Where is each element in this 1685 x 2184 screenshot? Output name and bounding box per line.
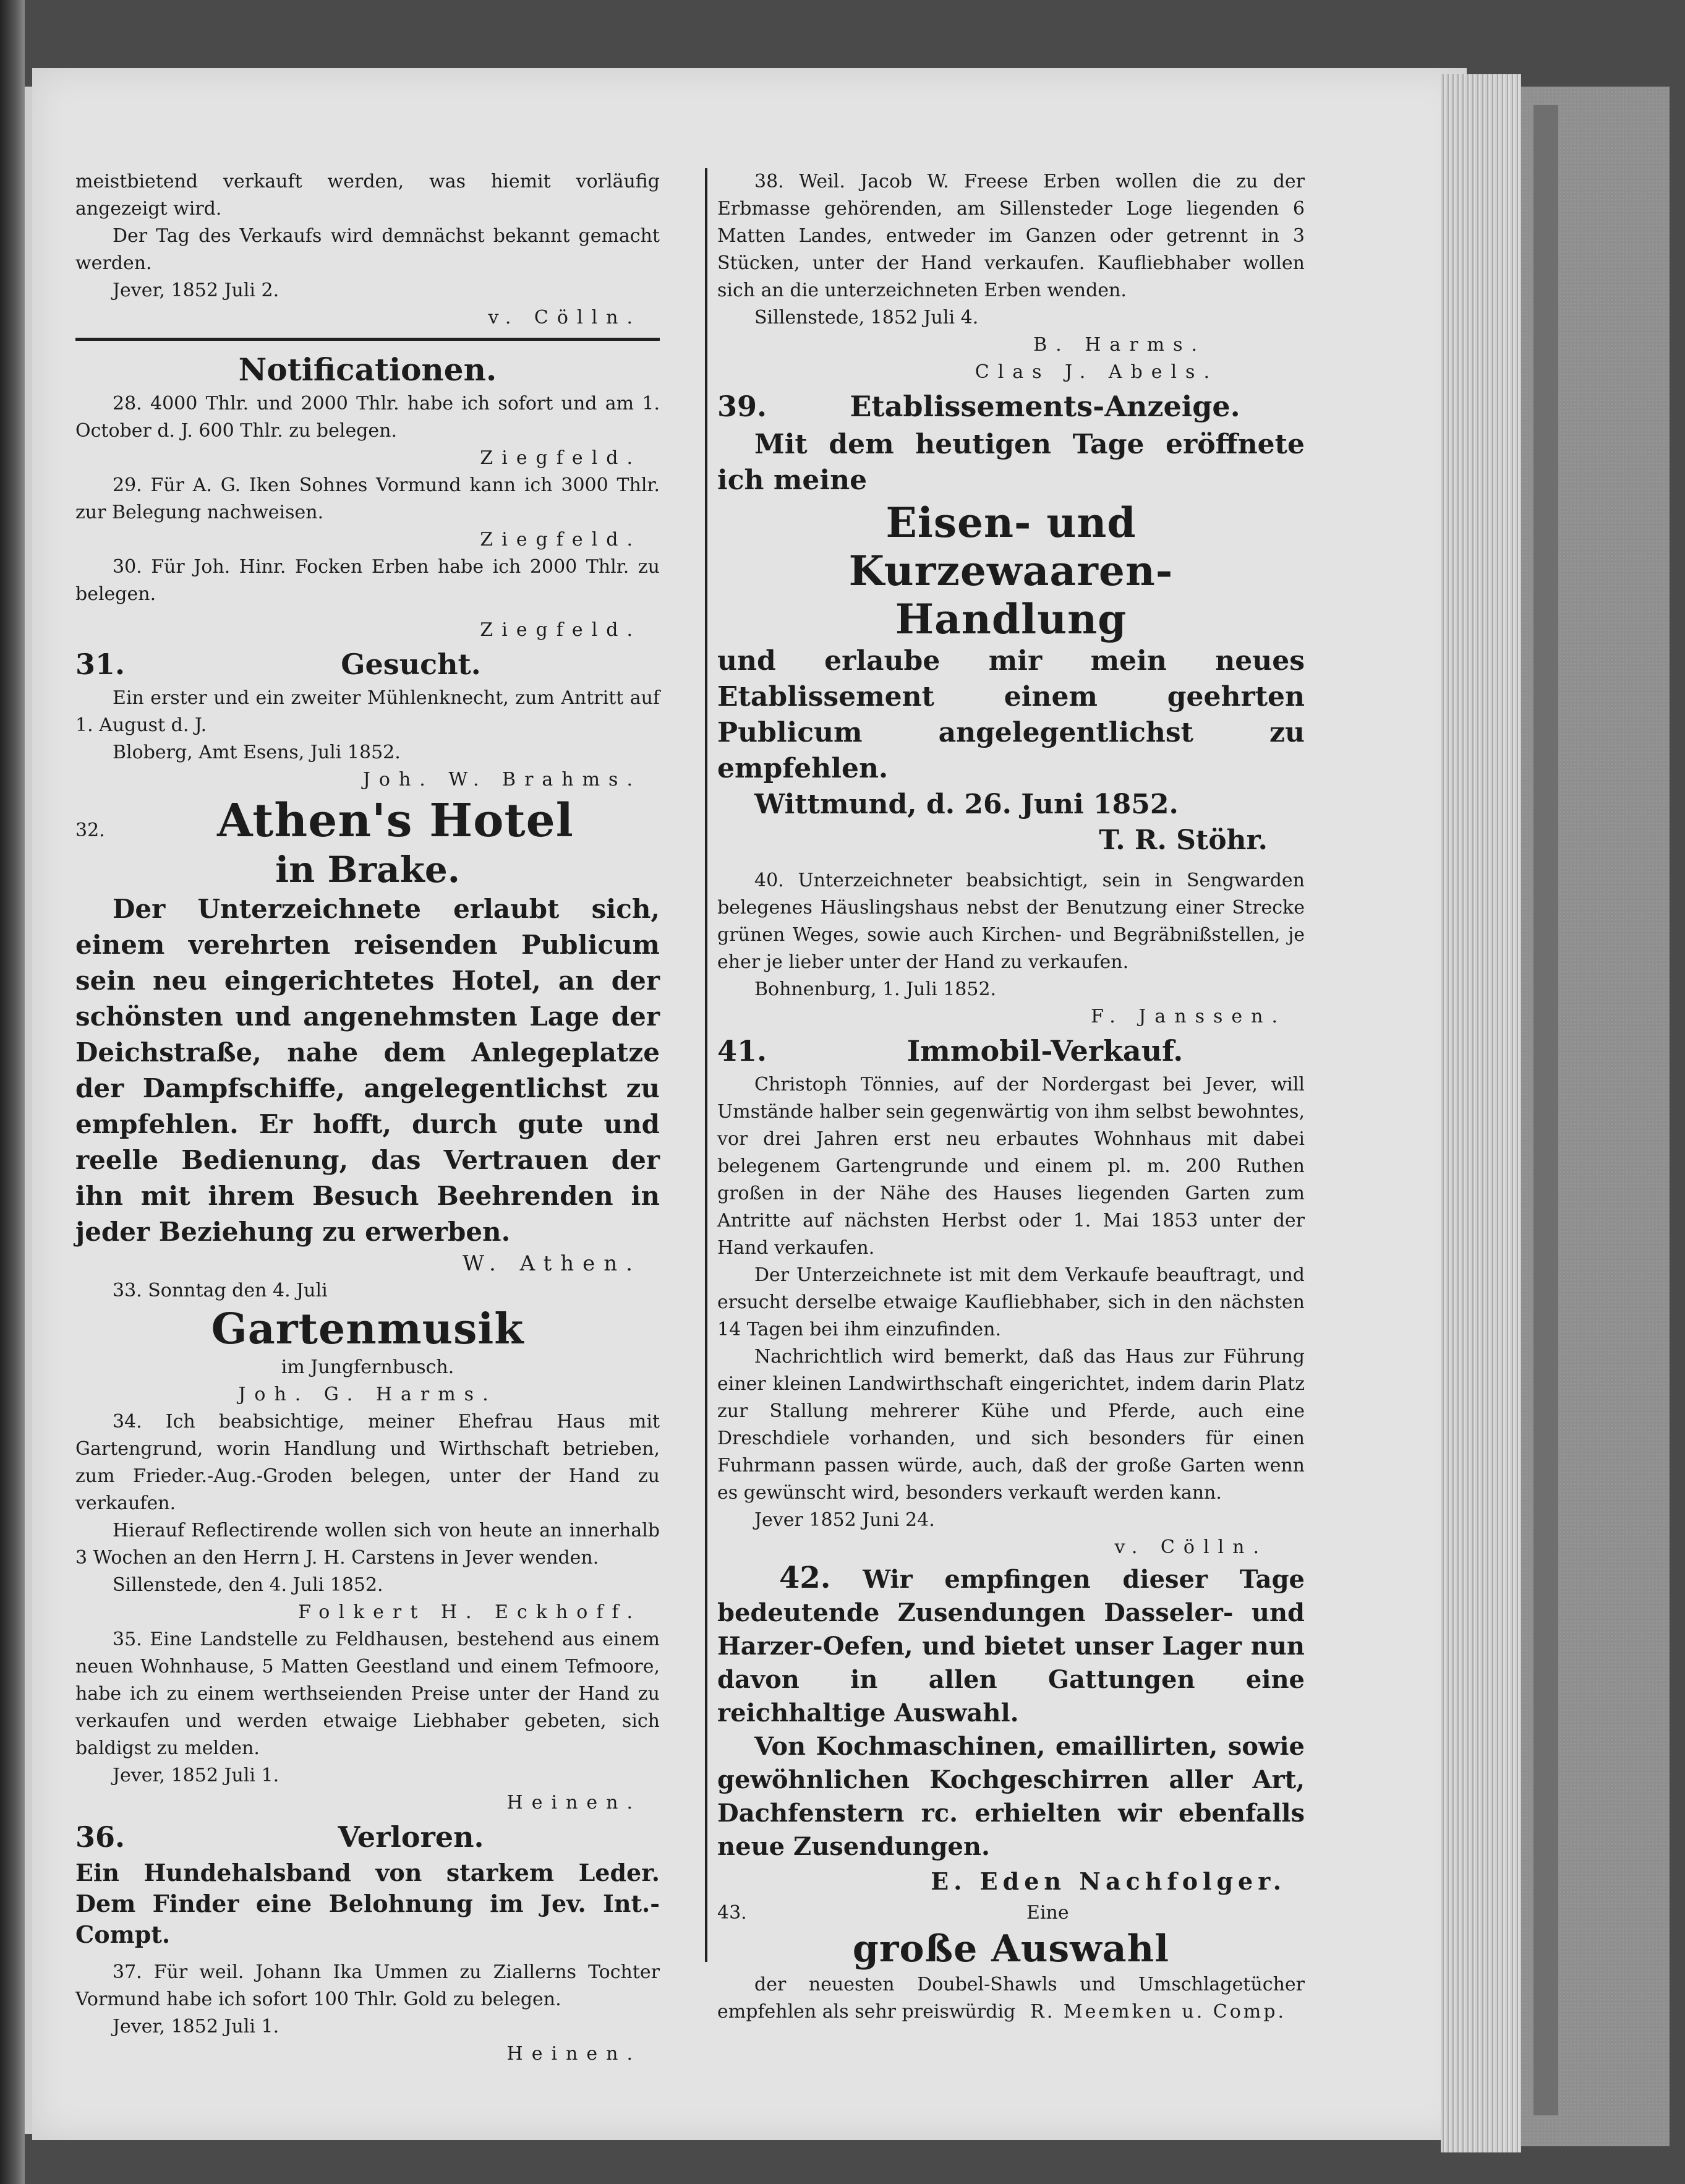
notice-36-heading [75, 1817, 660, 1857]
notice-41-number: 41. [717, 1034, 767, 1068]
notice-32-number: 32. [75, 820, 105, 841]
page-stack-edges [1441, 74, 1521, 2152]
notice-37-place: Jever, 1852 Juli 1. [113, 2016, 279, 2037]
right-column [717, 168, 1305, 2026]
notice-28-signature: Ziegfeld. [480, 447, 641, 469]
section-rule [75, 338, 660, 341]
notice-40-text: 40. Unterzeichneter beabsichtigt, sein in Sengwarden belegenes Häuslingshaus nebst der Benutzung einer Strecke grünen Weges, sowie auch Kirchen- und Begräbnißstellen, je eher je lieber unter der Hand zu verkaufen. [717, 870, 1305, 973]
notice-40-signature: F. Janssen. [1091, 1006, 1286, 1027]
notice-30-text: 30. Für Joh. Hinr. Focken Erben habe ich 2000 Thlr. zu belegen. [75, 556, 660, 605]
continued-signature: v. Cölln. [488, 307, 641, 328]
notice-34-text-2: Hierauf Reflectirende wollen sich von heute an innerhalb 3 Wochen an den Herrn J. H. Carstens in Jever wenden. [75, 1520, 660, 1569]
notice-29-text: 29. Für A. G. Iken Sohnes Vormund kann ich 3000 Thlr. zur Belegung nachweisen. [75, 474, 660, 523]
column-divider [705, 168, 707, 1962]
notice-36-text: Ein Hundehalsband von starkem Leder. Dem Finder eine Belohnung im Jev. Int.-Compt. [75, 1859, 660, 1948]
notice-31-heading [75, 644, 660, 685]
notice-33-title: Gartenmusik [211, 1304, 524, 1354]
notice-38-signature-2: Clas J. Abels. [975, 361, 1218, 383]
notice-28-text: 28. 4000 Thlr. und 2000 Thlr. habe ich sofort und am 1. October d. J. 600 Thlr. zu belegen. [75, 393, 660, 442]
notice-42-text-1-body: Wir empfingen dieser Tage bedeutende Zusendungen Dasseler- und Harzer-Oefen, und bietet unser Lager nun davon in allen Gattungen eine reichhaltige Auswahl. [717, 1565, 1305, 1728]
notice-39-signature: T. R. Stöhr. [1099, 824, 1268, 856]
notice-42-signature: E. Eden Nachfolger. [931, 1867, 1286, 1895]
notice-39-number: 39. [717, 390, 767, 423]
notice-41-heading [717, 1030, 1305, 1071]
notice-41-title: Immobil-Verkauf. [906, 1034, 1184, 1068]
notice-41-text-1: Christoph Tönnies, auf der Nordergast bei Jever, will Umstände halber sein gegenwärtig von ihm selbst bewohntes, vor drei Jahren erst neu erbautes Wohnhaus mit dabei belegenem Gartengrunde und einem pl. m. 200 Ruthen großen in der Nähe des Hauses liegenden Garten zum Antritte auf nächsten Herbst oder 1. Mai 1853 unter der Hand verkaufen. [717, 1074, 1305, 1259]
notice-37-text: 37. Für weil. Johann Ika Ummen zu Ziallerns Tochter Vormund habe ich sofort 100 Thlr. Gold zu belegen. [75, 1961, 660, 2010]
notice-32-title: Athen's Hotel [217, 794, 574, 847]
notice-43-title: große Auswahl [852, 1927, 1170, 1971]
book-cover-edge [1534, 105, 1558, 2115]
notice-33-line: 33. Sonntag den 4. Juli [113, 1280, 328, 1301]
notice-43-eine: Eine [1026, 1902, 1069, 1924]
notice-39-title: Etablissements-Anzeige. [850, 390, 1240, 423]
notice-33-place: im Jungfernbusch. [281, 1356, 454, 1378]
notice-39-shop-line-1: Eisen- und Kurzewaaren- [848, 499, 1174, 595]
notice-40-place: Bohnenburg, 1. Juli 1852. [754, 979, 997, 1000]
notice-33-signature: Joh. G. Harms. [238, 1384, 497, 1405]
notice-41-text-2: Der Unterzeichnete ist mit dem Verkaufe beauftragt, und ersucht derselbe etwaige Kaufliebhaber, sich in den nächsten 14 Tagen bei ihm einzufinden. [717, 1264, 1305, 1340]
notice-31-number: 31. [75, 648, 126, 681]
notice-39-shop-line-2: Handlung [895, 595, 1127, 643]
notifications-title: Notificationen. [238, 351, 497, 388]
left-column [75, 168, 660, 2068]
notice-39-place: Wittmund, d. 26. Juni 1852. [754, 789, 1179, 820]
book-spine-shadow [0, 0, 25, 2184]
notice-43-text: der neuesten Doubel-Shawls und Umschlagetücher empfehlen als sehr preiswürdig [717, 1974, 1305, 2023]
notice-32-text: Der Unterzeichnete erlaubt sich, einem verehrten reisenden Publicum sein neu eingerichtetes Hotel, an der schönsten und angenehmsten Lage der Deichstraße, nahe dem Anlegeplatze der Dampfschiffe, angelegentlichst zu empfehlen. Er hofft, durch gute und reelle Bedienung, das Vertrauen der ihn mit ihrem Besuch Beehrenden in jeder Beziehung zu erwerben. [75, 894, 660, 1247]
notice-30-signature: Ziegfeld. [480, 619, 641, 641]
notice-43-heading-top [717, 1899, 1305, 1927]
notice-42-text-2: Von Kochmaschinen, emaillirten, sowie gewöhnlichen Kochgeschirren aller Art, Dachfenstern rc. erhielten wir ebenfalls neue Zusendungen. [717, 1732, 1305, 1861]
notice-42-number: 42. [779, 1561, 831, 1595]
notice-43-number: 43. [717, 1902, 747, 1924]
notice-39-lead: Mit dem heutigen Tage eröffnete ich meine [717, 429, 1305, 496]
continued-text-2: Der Tag des Verkaufs wird demnächst bekannt gemacht werden. [75, 225, 660, 274]
previous-page-edge [25, 87, 32, 2134]
notice-32-signature: W. Athen. [463, 1251, 641, 1276]
notice-42-text-1 [717, 1561, 1305, 1730]
notice-39-text: und erlaube mir mein neues Etablissement einem geehrten Publicum angelegentlichst zu empfehlen. [717, 645, 1305, 784]
notice-32-subtitle: in Brake. [275, 849, 460, 891]
notice-35-text: 35. Eine Landstelle zu Feldhausen, bestehend aus einem neuen Wohnhause, 5 Matten Geestland und einem Tefmoore, habe ich zu einem werthseienden Preise unter der Hand zu verkaufen und werden etwaige Liebhaber gebeten, sich baldigst zu melden. [75, 1629, 660, 1759]
continued-text-1: meistbietend verkauft werden, was hiemit vorläufig angezeigt wird. [75, 171, 660, 220]
notice-35-signature: Heinen. [506, 1792, 641, 1814]
notice-39-heading [717, 386, 1305, 427]
notice-31-place: Bloberg, Amt Esens, Juli 1852. [113, 742, 401, 763]
notice-41-place: Jever 1852 Juni 24. [754, 1509, 935, 1531]
notice-29-signature: Ziegfeld. [480, 529, 641, 550]
notice-34-place: Sillenstede, den 4. Juli 1852. [113, 1574, 383, 1596]
notice-32-heading [75, 794, 660, 848]
notice-31-signature: Joh. W. Brahms. [362, 769, 641, 790]
notice-43-signature: R. Meemken u. Comp. [1030, 2001, 1286, 2023]
continued-place-date: Jever, 1852 Juli 2. [113, 280, 279, 301]
notice-36-title: Verloren. [338, 1820, 484, 1854]
notice-34-signature: Folkert H. Eckhoff. [298, 1601, 641, 1623]
notice-38-signature-1: B. Harms. [1033, 334, 1206, 356]
notice-37-signature: Heinen. [506, 2043, 641, 2065]
notice-31-title: Gesucht. [341, 648, 481, 681]
notice-41-text-3: Nachrichtlich wird bemerkt, daß das Haus zur Führung einer kleinen Landwirthschaft eingerichtet, indem darin Platz zur Stallung mehrerer Kühe und Pferde, auch eine Dreschdiele vorhanden, und sich besonders für einen Fuhrmann passen würde, auch, daß der große Garten wenn es gewünscht wird, besonders verkauft werden kann. [717, 1346, 1305, 1504]
notice-38-text: 38. Weil. Jacob W. Freese Erben wollen die zu der Erbmasse gehörenden, am Sillensteder Loge liegenden 6 Matten Landes, entweder im Ganzen oder getrennt in 3 Stücken, unter der Hand verkaufen. Kaufliebhaber wollen sich an die unterzeichneten Erben wenden. [717, 171, 1305, 301]
notice-31-text: Ein erster und ein zweiter Mühlenknecht, zum Antritt auf 1. August d. J. [75, 687, 660, 736]
notice-38-place: Sillenstede, 1852 Juli 4. [754, 307, 979, 328]
notice-36-number: 36. [75, 1820, 126, 1854]
notice-35-place: Jever, 1852 Juli 1. [113, 1765, 279, 1786]
notice-34-text: 34. Ich beabsichtige, meiner Ehefrau Haus mit Gartengrund, worin Handlung und Wirthschaft betrieben, zum Frieder.-Aug.-Groden belegen, unter der Hand zu verkaufen. [75, 1411, 660, 1514]
notice-41-signature: v. Cölln. [1114, 1536, 1268, 1558]
